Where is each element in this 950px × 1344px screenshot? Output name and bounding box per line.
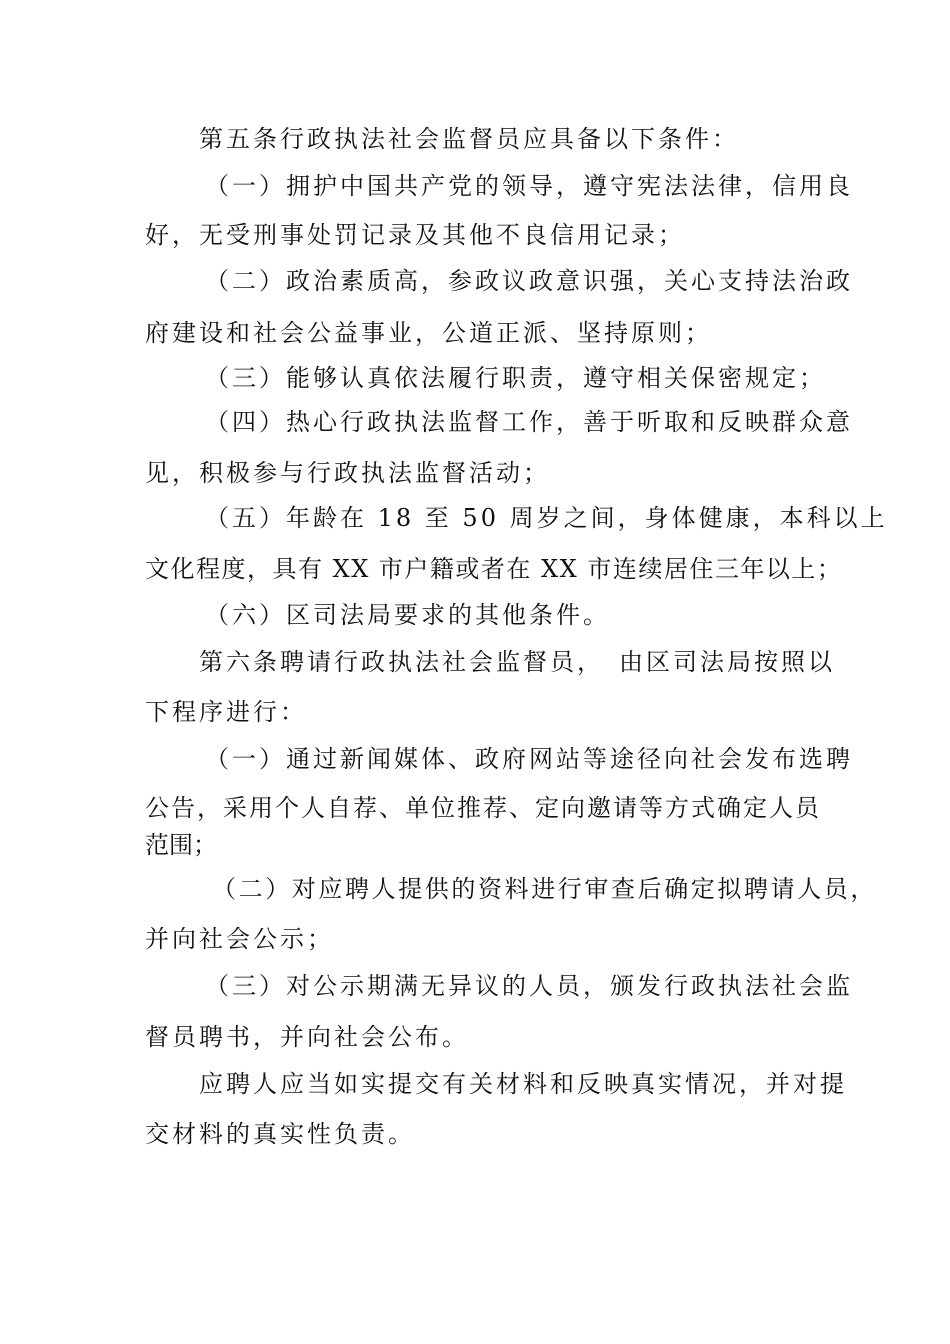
article-6-item-1-line-2: 公告，采用个人自荐、单位推荐、定向邀请等方式确定人员 (145, 794, 821, 822)
article-6-item-1-line-3: 范围； (145, 831, 217, 859)
article-5-heading: 第五条行政执法社会监督员应具备以下条件： (199, 125, 739, 153)
article-6-item-1-line-1: （一）通过新闻媒体、政府网站等途径向社会发布选聘 (205, 745, 853, 773)
applicant-note-line-2: 交材料的真实性负责。 (145, 1120, 415, 1148)
article-6-heading-line-2: 下程序进行： (145, 698, 307, 726)
article-6-item-2-line-2: 并向社会公示； (145, 925, 334, 953)
article-5-item-1-line-1: （一）拥护中国共产党的领导，遵守宪法法律，信用良 (205, 172, 853, 200)
article-5-item-5-line-2: 文化程度，具有 XX 市户籍或者在 XX 市连续居住三年以上； (145, 555, 843, 583)
applicant-note-line-1: 应聘人应当如实提交有关材料和反映真实情况，并对提 (199, 1070, 847, 1098)
article-6-heading-line-1: 第六条聘请行政执法社会监督员， 由区司法局按照以 (199, 648, 835, 676)
article-5-item-6: （六）区司法局要求的其他条件。 (205, 601, 610, 629)
article-5-item-1-line-2: 好，无受刑事处罚记录及其他不良信用记录； (145, 221, 685, 249)
article-5-item-5-line-1: （五）年龄在 18 至 50 周岁之间，身体健康，本科以上 (205, 504, 888, 532)
article-6-item-3-line-1: （三）对公示期满无异议的人员，颁发行政执法社会监 (205, 972, 853, 1000)
article-6-item-2-line-1: （二）对应聘人提供的资料进行审查后确定拟聘请人员， (212, 875, 877, 903)
article-5-item-2-line-2: 府建设和社会公益事业，公道正派、坚持原则； (145, 319, 712, 347)
article-5-item-2-line-1: （二）政治素质高，参政议政意识强，关心支持法治政 (205, 267, 853, 295)
article-5-item-4-line-1: （四）热心行政执法监督工作，善于听取和反映群众意 (205, 408, 853, 436)
article-5-item-3: （三）能够认真依法履行职责，遵守相关保密规定； (205, 364, 826, 392)
article-5-item-4-line-2: 见，积极参与行政执法监督活动； (145, 459, 550, 487)
article-6-item-3-line-2: 督员聘书，并向社会公布。 (145, 1023, 469, 1051)
